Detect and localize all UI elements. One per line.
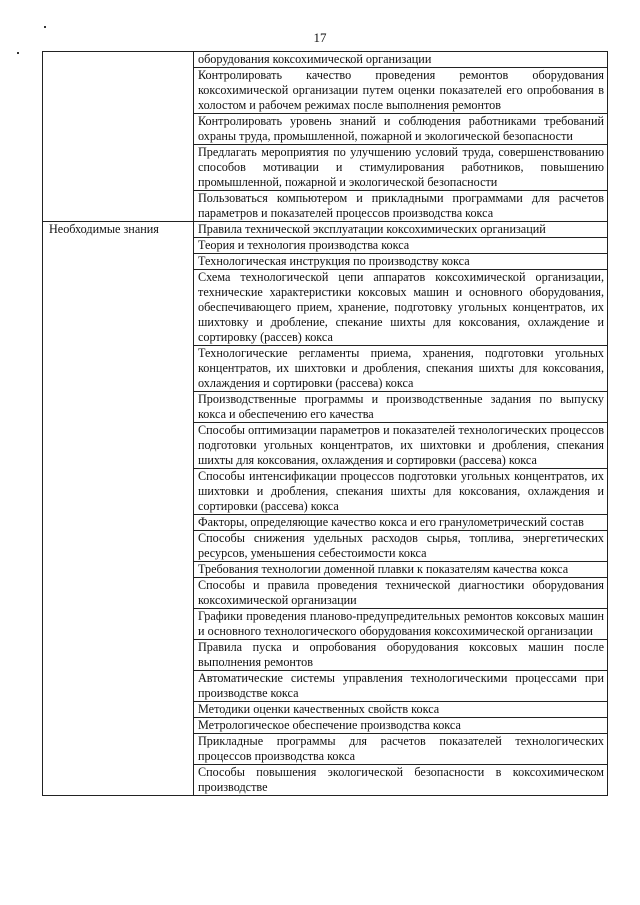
skill-item: оборудования коксохимической организации — [194, 52, 608, 68]
knowledge-item: Технологическая инструкция по производству кокса — [194, 254, 608, 270]
margin-mark — [17, 52, 19, 54]
knowledge-item: Способы интенсификации процессов подготовки угольных концентратов, их шихтовки и дробления, спекания шихты для коксования, охлаждения и сортировки (рассева) кокса — [194, 469, 608, 515]
section-label-knowledge: Необходимые знания — [43, 222, 194, 796]
requirements-table — [42, 51, 608, 796]
table-row — [43, 222, 608, 238]
knowledge-item: Способы и правила проведения технической диагностики оборудования коксохимической организации — [194, 578, 608, 609]
knowledge-item: Методики оценки качественных свойств кокса — [194, 702, 608, 718]
skill-item: Предлагать мероприятия по улучшению условий труда, совершенствованию способов мотивации и стимулирования работников, повышению промышленной, пожарной и экологической безопасности — [194, 145, 608, 191]
knowledge-item: Автоматические системы управления технологическими процессами при производстве кокса — [194, 671, 608, 702]
knowledge-item: Требования технологии доменной плавки к показателям качества кокса — [194, 562, 608, 578]
knowledge-item: Правила технической эксплуатации коксохимических организаций — [194, 222, 608, 238]
knowledge-item: Факторы, определяющие качество кокса и его гранулометрический состав — [194, 515, 608, 531]
margin-mark — [44, 26, 46, 28]
knowledge-item: Способы повышения экологической безопасности в коксохимическом производстве — [194, 765, 608, 796]
knowledge-item: Прикладные программы для расчетов показателей технологических процессов производства кокса — [194, 734, 608, 765]
table-row — [43, 52, 608, 68]
knowledge-item: Производственные программы и производственные задания по выпуску кокса и обеспечению его качества — [194, 392, 608, 423]
knowledge-item: Способы оптимизации параметров и показателей технологических процессов подготовки угольных концентратов, их шихтовки и дробления, спекания шихты для коксования, охлаждения и сортировки (рассева) кокса — [194, 423, 608, 469]
section-label-cell — [43, 52, 194, 222]
skill-item: Контролировать уровень знаний и соблюдения работниками требований охраны труда, промышленной, пожарной и экологической безопасности — [194, 114, 608, 145]
knowledge-item: Схема технологической цепи аппаратов коксохимической организации, технические характеристики коксовых машин и основного оборудования, обеспечивающего прием, хранение, подготовку угольных концентратов, их шихтовку и дробление, спекание шихты для коксования, охлаждение и сортировку (рассев) кокса — [194, 270, 608, 346]
page-number: 17 — [313, 30, 327, 45]
skill-item: Пользоваться компьютером и прикладными программами для расчетов параметров и показателей процессов производства кокса — [194, 191, 608, 222]
knowledge-item: Графики проведения планово-предупредительных ремонтов коксовых машин и основного технологического оборудования коксохимической организации — [194, 609, 608, 640]
knowledge-item: Способы снижения удельных расходов сырья, топлива, энергетических ресурсов, уменьшения себестоимости кокса — [194, 531, 608, 562]
knowledge-item: Теория и технология производства кокса — [194, 238, 608, 254]
knowledge-item: Правила пуска и опробования оборудования коксовых машин после выполнения ремонтов — [194, 640, 608, 671]
knowledge-item: Технологические регламенты приема, хранения, подготовки угольных концентратов, их шихтовки и дробления, спекания шихты для коксования, охлаждения и сортировки (рассева) кокса — [194, 346, 608, 392]
skill-item: Контролировать качество проведения ремонтов оборудования коксохимической организации путем оценки показателей его опробования в холостом и рабочем режимах после выполнения ремонтов — [194, 68, 608, 114]
knowledge-item: Метрологическое обеспечение производства кокса — [194, 718, 608, 734]
